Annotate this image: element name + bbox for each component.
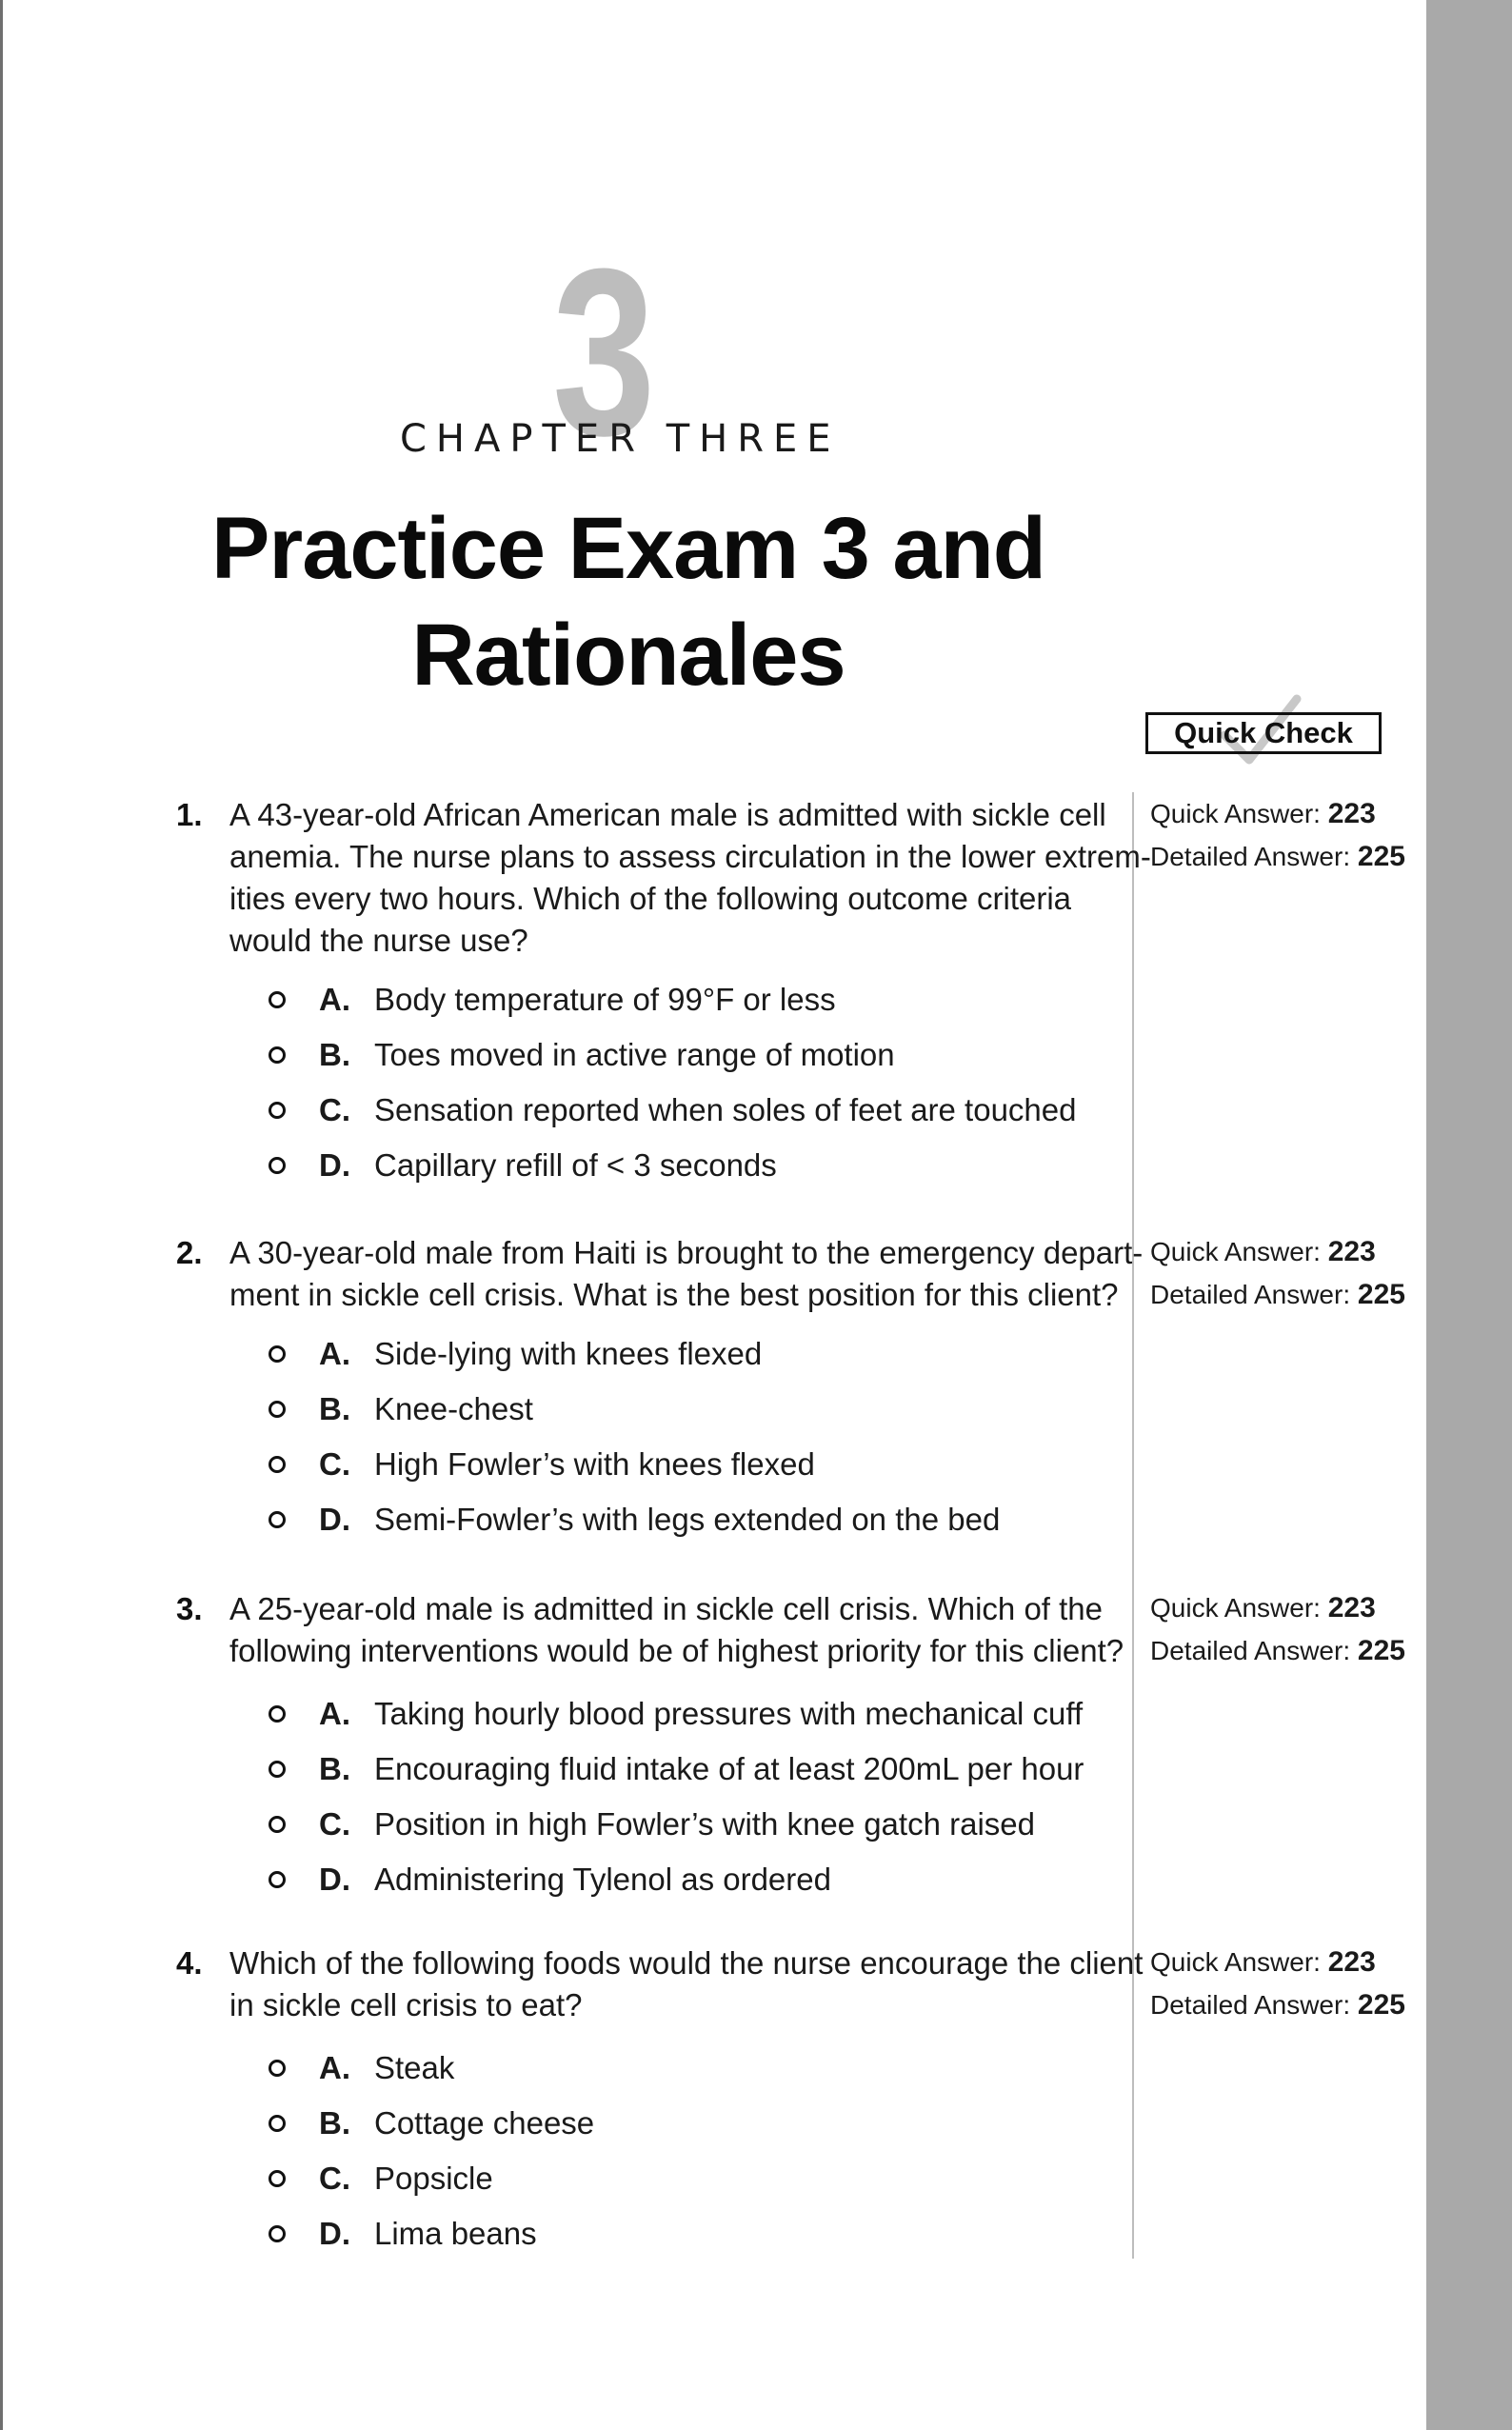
option-letter: A. — [319, 2050, 350, 2085]
radio-icon[interactable] — [269, 2060, 286, 2077]
option-text: High Fowler’s with knees flexed — [374, 1446, 815, 1482]
detailed-answer-ref — [1150, 1273, 1426, 1316]
option-text: Capillary refill of < 3 seconds — [374, 1147, 777, 1183]
quick-answer-page: 223 — [1327, 1946, 1376, 1978]
question-stem-line: following interventions would be of highest priority for this client? — [229, 1633, 1124, 1668]
radio-icon[interactable] — [269, 1456, 286, 1473]
option-letter: A. — [319, 1336, 350, 1371]
question-stem-line: A 25-year-old male is admitted in sickle cell crisis. Which of the — [229, 1591, 1104, 1626]
question-stem-line: ities every two hours. Which of the following outcome criteria — [229, 881, 1072, 916]
option-b[interactable] — [269, 2102, 594, 2144]
radio-icon[interactable] — [269, 1102, 286, 1119]
option-letter: B. — [319, 1037, 350, 1072]
option-a[interactable] — [269, 2047, 454, 2089]
option-text: Knee-chest — [374, 1391, 533, 1426]
radio-icon[interactable] — [269, 1046, 286, 1064]
option-c[interactable] — [269, 1803, 1035, 1845]
detailed-answer-label: Detailed Answer: — [1150, 1990, 1351, 2020]
question-number: 3. — [176, 1591, 203, 1626]
option-letter: C. — [319, 1806, 350, 1842]
radio-icon[interactable] — [269, 2115, 286, 2132]
quick-answer-ref — [1150, 1941, 1426, 1983]
radio-icon[interactable] — [269, 991, 286, 1008]
radio-icon[interactable] — [269, 1345, 286, 1363]
detailed-answer-label: Detailed Answer: — [1150, 842, 1351, 871]
answer-refs-4 — [1150, 1941, 1426, 2026]
radio-icon[interactable] — [269, 1705, 286, 1723]
option-d[interactable] — [269, 1499, 1000, 1541]
quick-answer-page: 223 — [1327, 1236, 1376, 1267]
detailed-answer-ref — [1150, 1629, 1426, 1672]
answer-refs-1 — [1150, 792, 1426, 878]
radio-icon[interactable] — [269, 1157, 286, 1174]
detailed-answer-label: Detailed Answer: — [1150, 1636, 1351, 1665]
option-text: Side-lying with knees flexed — [374, 1336, 763, 1371]
question-stem — [229, 1588, 1291, 1672]
page-left-edge — [0, 0, 3, 2430]
question-stem-line: Which of the following foods would the nurse encourage the client — [229, 1945, 1144, 1981]
option-letter: D. — [319, 2216, 350, 2251]
option-text: Sensation reported when soles of feet are touched — [374, 1092, 1077, 1127]
option-c[interactable] — [269, 1444, 815, 1485]
option-c[interactable] — [269, 2158, 493, 2200]
option-letter: C. — [319, 1092, 350, 1127]
question-number: 4. — [176, 1945, 203, 1981]
detailed-answer-page: 225 — [1357, 841, 1405, 872]
option-text: Cottage cheese — [374, 2105, 595, 2141]
chapter-title-line: Rationales — [411, 607, 846, 704]
detailed-answer-page: 225 — [1357, 1279, 1405, 1310]
option-b[interactable] — [269, 1388, 533, 1430]
option-text: Steak — [374, 2050, 455, 2085]
question-stem-line: A 43-year-old African American male is admitted with sickle cell — [229, 797, 1106, 832]
question-stem — [229, 1232, 1291, 1316]
option-letter: D. — [319, 1502, 350, 1537]
option-letter: B. — [319, 1391, 350, 1426]
quick-answer-label: Quick Answer: — [1150, 1593, 1321, 1623]
option-letter: A. — [319, 982, 350, 1017]
option-letter: A. — [319, 1696, 350, 1731]
option-letter: B. — [319, 1751, 350, 1786]
option-d[interactable] — [269, 1145, 777, 1186]
chapter-label: CHAPTER THREE — [400, 417, 841, 461]
quick-answer-page: 223 — [1327, 1592, 1376, 1623]
radio-icon[interactable] — [269, 1401, 286, 1418]
option-c[interactable] — [269, 1089, 1077, 1131]
radio-icon[interactable] — [269, 1761, 286, 1778]
quick-answer-label: Quick Answer: — [1150, 799, 1321, 828]
quick-check-heading — [1145, 712, 1382, 754]
question-stem — [229, 1942, 1291, 2026]
quick-answer-ref — [1150, 792, 1426, 835]
option-a[interactable] — [269, 1333, 762, 1375]
question-number: 1. — [176, 797, 203, 832]
option-text: Taking hourly blood pressures with mechanical cuff — [374, 1696, 1084, 1731]
question-number: 2. — [176, 1235, 203, 1270]
chapter-number: 3 — [552, 219, 656, 485]
question-stem-line: would the nurse use? — [229, 923, 528, 958]
option-b[interactable] — [269, 1034, 895, 1076]
radio-icon[interactable] — [269, 1871, 286, 1888]
quick-answer-ref — [1150, 1230, 1426, 1273]
option-a[interactable] — [269, 979, 836, 1021]
quick-answer-label: Quick Answer: — [1150, 1947, 1321, 1977]
quick-answer-ref — [1150, 1586, 1426, 1629]
chapter-title — [143, 495, 1114, 708]
quick-answer-label: Quick Answer: — [1150, 1237, 1321, 1266]
option-letter: D. — [319, 1862, 350, 1897]
question-stem-line: anemia. The nurse plans to assess circulation in the lower extrem- — [229, 839, 1151, 874]
radio-icon[interactable] — [269, 1816, 286, 1833]
option-b[interactable] — [269, 1748, 1084, 1790]
detailed-answer-page: 225 — [1357, 1989, 1405, 2021]
detailed-answer-page: 225 — [1357, 1635, 1405, 1666]
option-a[interactable] — [269, 1693, 1083, 1735]
question-stem-line: in sickle cell crisis to eat? — [229, 1987, 583, 2022]
option-text: Position in high Fowler’s with knee gatch raised — [374, 1806, 1035, 1842]
option-text: Administering Tylenol as ordered — [374, 1862, 831, 1897]
detailed-answer-ref — [1150, 835, 1426, 878]
quick-answer-page: 223 — [1327, 798, 1376, 829]
page-right-margin — [1426, 0, 1512, 2430]
question-stem-line: A 30-year-old male from Haiti is brought to the emergency depart- — [229, 1235, 1144, 1270]
option-letter: C. — [319, 1446, 350, 1482]
option-letter: B. — [319, 2105, 350, 2141]
option-d[interactable] — [269, 2213, 537, 2255]
question-stem — [229, 794, 1291, 962]
sidebar-divider — [1132, 792, 1134, 2259]
detailed-answer-ref — [1150, 1983, 1426, 2026]
option-text: Toes moved in active range of motion — [374, 1037, 895, 1072]
option-text: Lima beans — [374, 2216, 537, 2251]
detailed-answer-label: Detailed Answer: — [1150, 1280, 1351, 1309]
answer-refs-2 — [1150, 1230, 1426, 1316]
option-text: Body temperature of 99°F or less — [374, 982, 836, 1017]
quick-check-label: Quick Check — [1174, 716, 1353, 749]
radio-icon[interactable] — [269, 2225, 286, 2242]
option-letter: C. — [319, 2161, 350, 2196]
radio-icon[interactable] — [269, 1511, 286, 1528]
option-text: Encouraging fluid intake of at least 200mL per hour — [374, 1751, 1084, 1786]
chapter-title-line: Practice Exam 3 and — [211, 500, 1045, 597]
answer-refs-3 — [1150, 1586, 1426, 1672]
option-d[interactable] — [269, 1859, 831, 1901]
option-letter: D. — [319, 1147, 350, 1183]
option-text: Popsicle — [374, 2161, 493, 2196]
option-text: Semi-Fowler’s with legs extended on the bed — [374, 1502, 1001, 1537]
radio-icon[interactable] — [269, 2170, 286, 2187]
question-stem-line: ment in sickle cell crisis. What is the best position for this client? — [229, 1277, 1119, 1312]
